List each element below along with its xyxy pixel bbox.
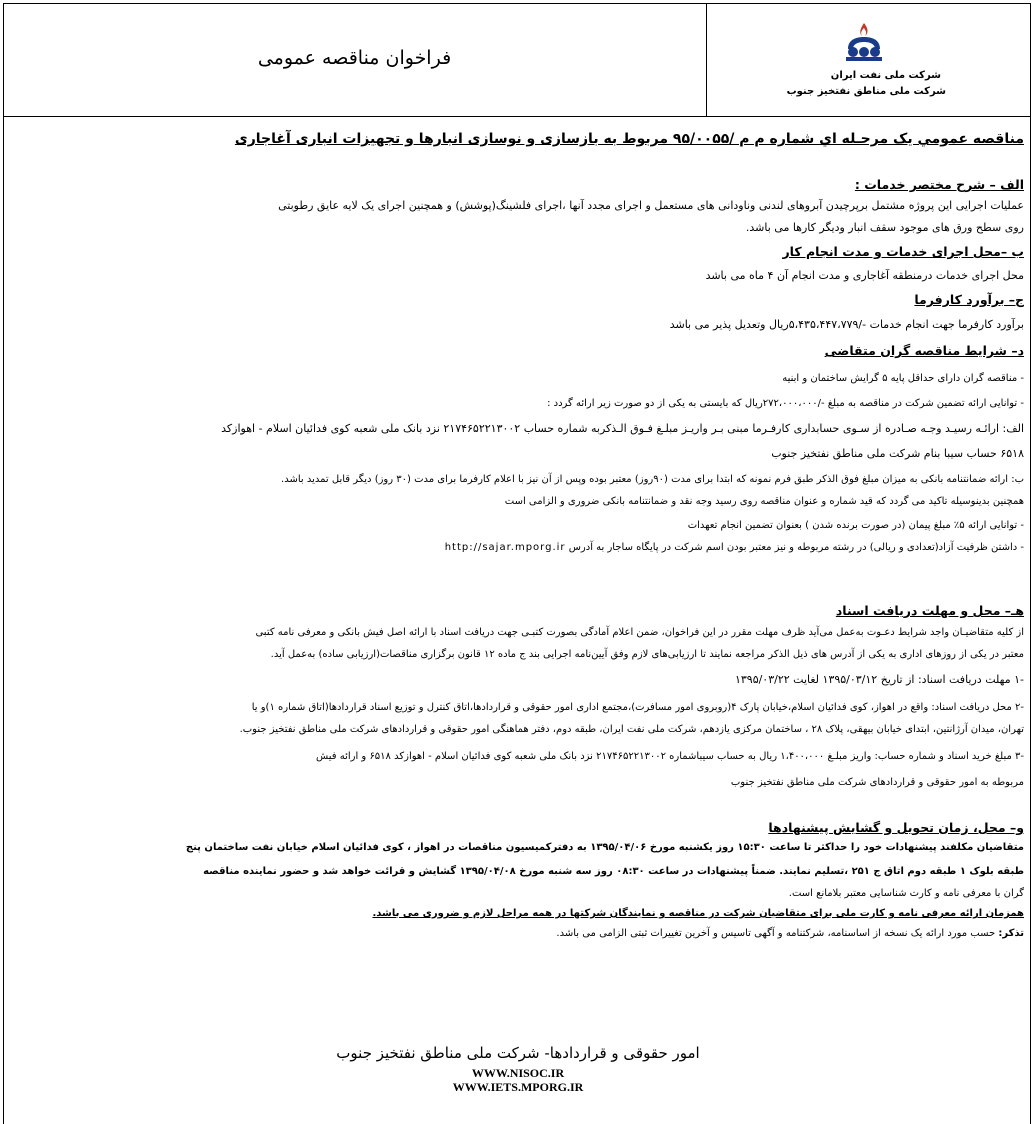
section-a-line2: روی سطح ورق های موجود سقف انبار ودیگر کارها می باشد. xyxy=(745,221,1024,234)
section-e-line1: از کلیه متقاضیـان واجد شرایط دعـوت به‌عمل می‌آید ظرف مهلت مقرر در این فراخوان، ضمن اعلام آمادگی بصورت کتبـی جهت دریافت اسناد با ارائه اصل فیش بانکی و معرفی نامه کتبی xyxy=(255,627,1024,638)
sajar-url-link[interactable]: http://sajar.mporg.ir xyxy=(444,542,566,553)
section-c-line1: برآورد کارفرما جهت انجام خدمات -/۵،۴۳۵،۴۴۷،۷۷۹ریال وتعدیل پذیر می باشد xyxy=(669,318,1024,331)
header xyxy=(3,3,1031,117)
section-d-line1: - مناقصه گران دارای حداقل پایه ۵ گرایش ساختمان و ابنیه xyxy=(782,373,1024,384)
section-e-line3: -۱ مهلت دریافت اسناد: از تاریخ ۱۳۹۵/۰۳/۱۲ لغایت ۱۳۹۵/۰۳/۲۲ xyxy=(734,673,1024,686)
section-c-heading: ج– برآورد کارفرما xyxy=(914,292,1024,307)
section-d-line4: ۶۵۱۸ حساب سیبا بنام شرکت ملی مناطق نفتخیز جنوب xyxy=(771,447,1024,460)
footer-website-iets[interactable]: WWW.IETS.MPORG.IR xyxy=(452,1080,584,1094)
company-name-line1: شرکت ملی نفت ایران xyxy=(830,70,941,81)
section-d-line6: همچنین بدینوسیله تاکید می گردد که قید شماره و عنوان مناقصه روی رسید وجه نقد و ضمانتنامه بانکی ضروری و الزامی است xyxy=(504,496,1024,507)
logo-box xyxy=(707,3,1031,117)
note-text: حسب مورد ارائه یک نسخه از اساسنامه، شرکتنامه و آگهی تاسیس و آخرین تغییرات ثبتی الزامی می باشد. xyxy=(556,928,999,939)
section-d-line2: - توانایی ارائه تضمین شرکت در مناقصه به مبلغ -/۲۷۲،۰۰۰،۰۰۰ریال که بایستی به یکی از دو صورت زیر ارائه گردد : xyxy=(547,398,1024,409)
section-a-line1: عملیات اجرایی این پروژه مشتمل برپرچیدن آبروهای لندنی وناودانی های مستعمل و اجرای مجدد آنها ،اجرای فلشینگ(پوشش) و همچنین اجرای یک لایه عایق رطوبتی xyxy=(278,199,1024,212)
section-f-note xyxy=(556,928,1024,939)
section-d-line3: الف: ارائـه رسیـد وجـه صـادره از سـوی حسابداری کارفـرما مبنی بـر واریـز مبلـغ فـوق الـذکربه شماره حساب ۲۱۷۴۶۵۲۲۱۳۰۰۲ نزد بانک ملی شعبه کوی فدائیان اسلام - اهوازکد xyxy=(221,422,1024,435)
section-f-line1: متقاضیان مکلفند پیشنهادات خود را حداکثر تا ساعت ۱۵:۳۰ روز یکشنبه مورخ ۱۳۹۵/۰۴/۰۶ به دفترکمیسیون مناقصات در اهواز ، کوی فدائیان اسلام خیابان نفت ساختمان پنج xyxy=(185,842,1024,853)
section-a-heading: الف – شرح مختصر خدمات : xyxy=(854,177,1024,192)
section-d-heading: د– شرایط مناقصه گران متقاضی xyxy=(824,343,1024,358)
section-b-heading: ب –محل اجرای خدمات و مدت انجام کار xyxy=(782,244,1024,259)
section-d-line8-text: - داشتن ظرفیت آزاد(تعدادی و ریالی) در رشته مربوطه و نیز معتبر بودن اسم شرکت در پایگاه ساجار به آدرس xyxy=(568,542,1024,553)
section-e-line4: -۲ محل دریافت اسناد: واقع در اهواز، کوی فدائیان اسلام،خیابان پارک ۴(روبروی امور مسافرت)،مجتمع اداری امور حقوقی و قراردادها،اتاق کنترل و توزیع اسناد قراردادها(اتاق شماره ۱)و یا xyxy=(251,702,1024,713)
section-e-line2: معتبر در یکی از روزهای اداری به یکی از آدرس های ذیل الذکر مراجعه نمایند تا ارزیابی‌های لازم وفق آیین‌نامه اجرایی بند ج ماده ۱۲ قانون برگزاری مناقصات(ارزیابی ساده) به‌عمل آید. xyxy=(270,649,1024,660)
section-b-line1: محل اجرای خدمات درمنطقه آغاجاری و مدت انجام آن ۴ ماه می باشد xyxy=(705,269,1024,282)
section-e-line5: تهران، میدان آرژانتین، ابتدای خیابان بیهقی، پلاک ۲۸ ، ساختمان مرکزی یازدهم، شرکت ملی نفت ایران، طبقه دوم، دفتر هماهنگی امور حقوقی و قراردادهای شرکت ملی مناطق نفتخیز جنوب. xyxy=(239,724,1024,735)
company-name-line2: شرکت ملی مناطق نفتخیز جنوب xyxy=(786,86,946,97)
header-title: فراخوان مناقصه عمومی xyxy=(257,47,452,69)
section-f-line3: گران با معرفی نامه و کارت شناسایی معتبر بلامانع است. xyxy=(788,888,1024,899)
section-f-line2: طبقه بلوک ۱ طبقه دوم اتاق ج ۲۵۱ ،تسلیم نمایند. ضمناً پیشنهادات در ساعت ۰۸:۳۰ روز سه شنبه مورخ ۱۳۹۵/۰۴/۰۸ گشایش و قرائت خواهد شد و حضور نماینده مناقصه xyxy=(203,866,1024,877)
section-f-line4: همزمان ارائه معرفی نامه و کارت ملی برای متقاضیان شرکت در مناقصه و نمایندگان شرکتها در همه مراحل لازم و ضروری می باشد. xyxy=(372,908,1024,919)
section-e-line6: -۳ مبلغ خرید اسناد و شماره حساب: واریز مبلـغ ۱،۴۰۰،۰۰۰ ریال به حساب سیباشماره ۲۱۷۴۶۵۲۲۱۳۰۰۲ نزد بانک ملی شعبه کوی فدائیان اسلام - اهوازکد ۶۵۱۸ و ارائه فیش xyxy=(315,751,1024,762)
section-d-line5: ب: ارائه ضمانتنامه بانکی به میزان مبلغ فوق الذکر طبق فرم نمونه که ابتدا برای مدت (۹۰روز) معتبر بوده وپس از آن نیز با اعلام کارفرما برای مدت (۳۰ روز) دیگر قابل تمدید باشد. xyxy=(281,474,1024,485)
note-label: تذکر: xyxy=(998,928,1024,939)
main-title: مناقصه عمومي يک مرحـله اي شماره م م /۹۵/۰۰۵۵ مربوط به بازسازی و نوسازی انبارها و تجهیزات انباری آغاجاری xyxy=(234,131,1024,147)
page-frame xyxy=(3,3,1031,1124)
nioc-logo-icon xyxy=(840,21,888,63)
section-d-line7: - توانایی ارائه ۵٪ مبلغ پیمان (در صورت برنده شدن ) بعنوان تضمین انجام تعهدات xyxy=(687,520,1024,531)
footer-website-nisoc[interactable]: WWW.NISOC.IR xyxy=(471,1066,565,1080)
section-d-line8 xyxy=(445,542,1024,553)
section-e-heading: هـ– محل و مهلت دریافت اسناد xyxy=(835,603,1024,618)
section-e-line7: مربوطه به امور حقوقی و قراردادهای شرکت ملی مناطق نفتخیز جنوب xyxy=(730,777,1024,788)
section-f-heading: و– محل، زمان تحویل و گشایش پیشنهادها xyxy=(768,820,1024,835)
footer-department: امور حقوقی و قراردادها- شرکت ملی مناطق نفتخیز جنوب xyxy=(336,1044,700,1062)
